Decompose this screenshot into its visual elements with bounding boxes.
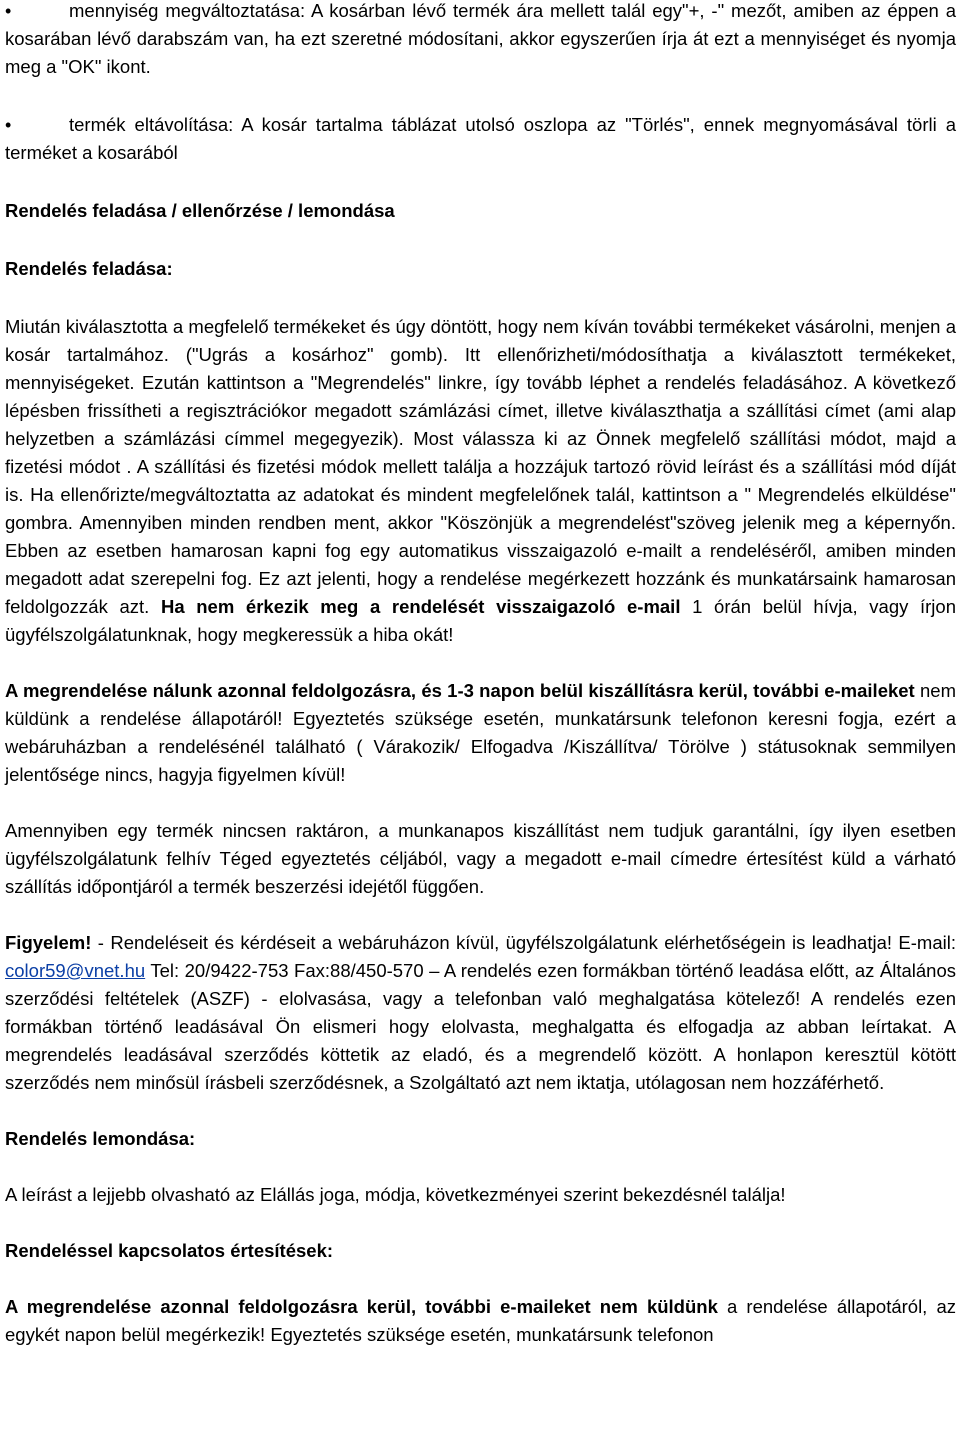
attention-paragraph	[5, 929, 956, 1097]
attention-text-2: Tel: 20/9422-753 Fax:88/450-570 – A rendelés ezen formákban történő leadása előtt, az Általános szerződési feltételek (ASZF) - elolvasása, vagy a telefonban való meghalgatása kötelező! A rendelés ezen formákban történő leadásával Ön elismeri hogy elolvasta, meghalgatta és elfogadja az abban leírtakat. A megrendelés leadásával szerződés köttetik az eladó, és a megrendelő között. A honlapon keresztül kötött szerződés nem minősül írásbeli szerződésnek, a Szolgáltató azt nem iktatja, utólagosan nem hozzáférhető.	[5, 960, 956, 1093]
processing-paragraph	[5, 677, 956, 789]
notify-bold-text: A megrendelése azonnal feldolgozásra kerül, további e-maileket nem küldünk	[5, 1296, 718, 1317]
order-heading: Rendelés feladása:	[5, 258, 173, 279]
processing-bold-text: A megrendelése nálunk azonnal feldolgozásra, és 1-3 napon belül kiszállításra kerül, további e-maileket	[5, 680, 915, 701]
bullet-text: mennyiség megváltoztatása: A kosárban lévő termék ára mellett talál egy"+, -" mezőt, amiben az éppen a kosarában lévő darabszám van, ha ezt szeretné módosítani, akkor egyszerűen írja át ezt a mennyiséget és nyomja meg a "OK" ikont.	[5, 0, 956, 77]
order-bold-text: Ha nem érkezik meg a rendelését visszaigazoló e-mail	[160, 596, 681, 617]
attention-text-1: - Rendeléseit és kérdéseit a webáruházon kívül, ügyfélszolgálatunk elérhetőségein is leadhatja! E-mail:	[91, 932, 956, 953]
notify-text: a rendelése állapotáról, az egykét napon belül megérkezik! Egyeztetés szüksége esetén, munkatársunk telefonon	[5, 1296, 956, 1345]
bullet-item-remove	[5, 111, 956, 167]
notify-heading: Rendeléssel kapcsolatos értesítések:	[5, 1240, 334, 1261]
notify-paragraph	[5, 1293, 956, 1349]
order-text-1: Miután kiválasztotta a megfelelő termékeket és úgy döntött, hogy nem kíván további termékeket vásárolni, menjen a kosár tartalmához. ("Ugrás a kosárhoz" gomb). Itt ellenőrizheti/módosíthatja a kiválasztott termékeket, mennyiségeket. Ezután kattintson a "Megrendelés" linkre, így tovább léphet a rendelés feladásához. A következő lépésben frissítheti a regisztrációkor megadott számlázási címet, illetve kiválaszthatja a szállítási címet (ami alap helyzetben a számlázási címmel megegyezik). Most válassza ki az Önnek megfelelő szállítási módot, majd a fizetési módot . A szállítási és fizetési módok mellett találja a hozzájuk tartozó rövid leírást és a szállítási mód díját is. Ha ellenőrizte/megváltoztatta az adatokat és mindent megfelelőnek talál, kattintson a " Megrendelés elküldése" gombra. Amennyiben minden rendben ment, akkor "Köszönjük a megrendelést"szöveg jelenik meg a képernyőn. Ebben az esetben hamarosan kapni fog egy automatikus visszaigazoló e-mailt a rendeléséről, amiben minden megadott adat szerepelni fog. Ez azt jelenti, hogy a rendelése megérkezett hozzánk és munkatársaink hamarosan feldolgozzák azt.	[5, 316, 956, 617]
document-page	[5, 0, 956, 1349]
bullet-icon: •	[5, 115, 12, 135]
stock-paragraph: Amennyiben egy termék nincsen raktáron, a munkanapos kiszállítást nem tudjuk garantálni, így ilyen esetben ügyfélszolgálatunk felhív Téged egyeztetés céljából, vagy a megadott e-mail címedre értesítést küld a várható szállítás időpontjáról a termék beszerzési idejétől függően.	[5, 820, 956, 897]
attention-label: Figyelem!	[5, 932, 92, 953]
order-paragraph	[5, 313, 956, 649]
order-text-2: 1 órán belül hívja, vagy írjon ügyfélszolgálatunknak, hogy megkeressük a hiba okát!	[5, 596, 956, 645]
cancel-heading: Rendelés lemondása:	[5, 1128, 196, 1149]
bullet-item-quantity	[5, 0, 956, 81]
section-heading: Rendelés feladása / ellenőrzése / lemondása	[5, 200, 395, 221]
email-link[interactable]: color59@vnet.hu	[5, 960, 146, 981]
cancel-paragraph: A leírást a lejjebb olvasható az Elállás joga, módja, következményei szerint bekezdésnél találja!	[5, 1184, 786, 1205]
bullet-icon: •	[5, 1, 12, 21]
processing-text: nem küldünk a rendelése állapotáról! Egyeztetés szüksége esetén, munkatársunk telefonon keresni fogja, ezért a webáruházban a rendelésénél található ( Várakozik/ Elfogadva /Kiszállítva/ Törölve ) státusoknak semmilyen jelentősége nincs, hagyja figyelmen kívül!	[5, 680, 956, 785]
bullet-text: termék eltávolítása: A kosár tartalma táblázat utolsó oszlopa az "Törlés", ennek megnyomásával törli a terméket a kosarából	[5, 114, 956, 163]
